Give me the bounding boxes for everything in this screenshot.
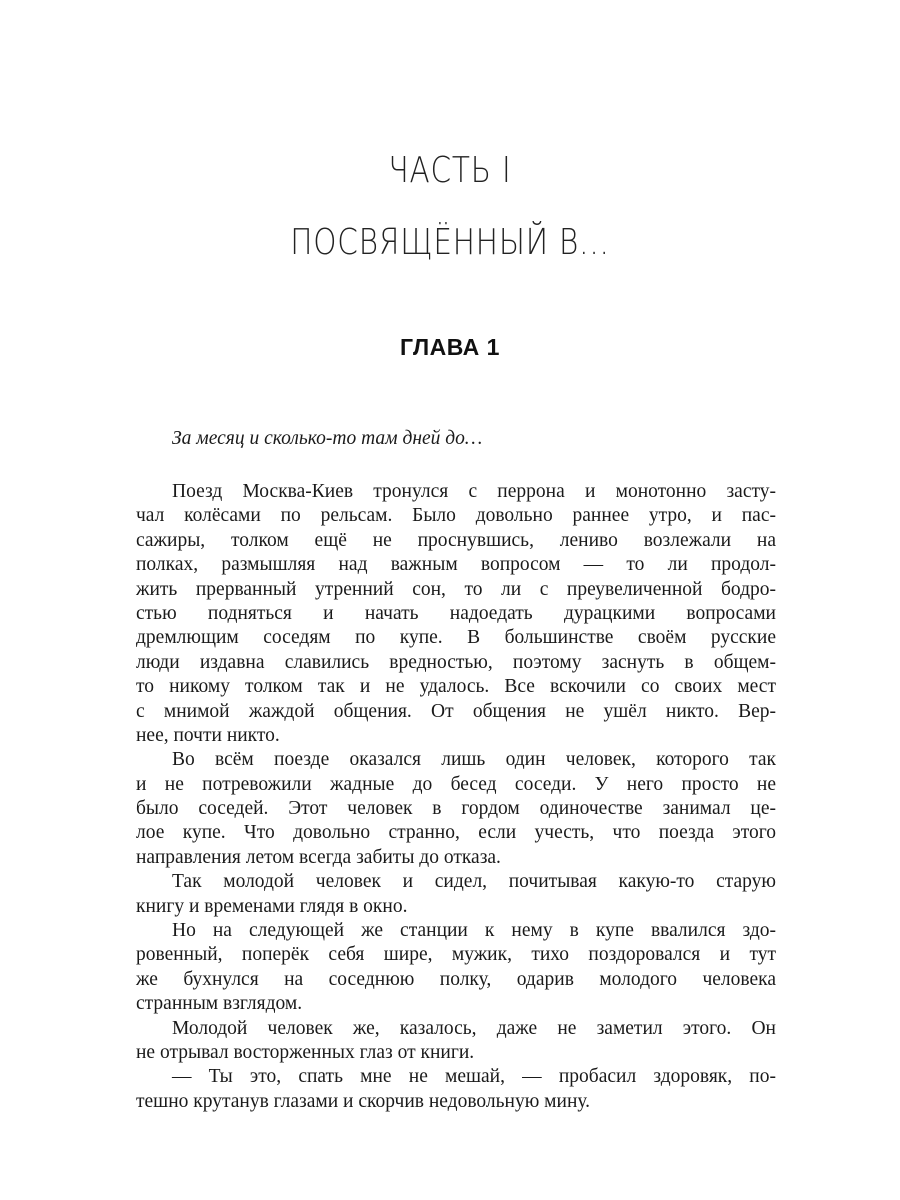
text-line: было соседей. Этот человек в гордом одиночестве занимал це- [136, 798, 776, 820]
text-line: чал колёсами по рельсам. Было довольно раннее утро, и пас- [136, 505, 776, 527]
part-name: ПОСВЯЩЁННЫЙ В... [290, 222, 610, 263]
chapter-title: ГЛАВА 1 [400, 334, 500, 360]
text-line: не отрывал восторженных глаз от книги. [136, 1041, 475, 1063]
text-line: Так молодой человек и сидел, почитывая какую-то старую [172, 871, 776, 893]
text-line: ровенный, поперёк себя шире, мужик, тихо поздоровался и тут [136, 944, 776, 966]
text-line: Но на следующей же станции к нему в купе ввалился здо- [172, 920, 776, 942]
text-line: тешно крутанув глазами и скорчив недовольную мину. [136, 1090, 591, 1112]
text-line: Молодой человек же, казалось, даже не заметил этого. Он [172, 1017, 776, 1039]
part-number: ЧАСТЬ I [388, 150, 512, 191]
text-line: жить прерванный утренний сон, то ли с преувеличенной бодро- [136, 578, 776, 600]
text-line: лое купе. Что довольно странно, если учесть, что поезда этого [136, 822, 776, 844]
text-line: — Ты это, спать мне не мешай, — пробасил здоровяк, по- [172, 1066, 776, 1088]
paragraph [136, 870, 776, 919]
chapter-body [136, 480, 776, 1114]
text-line: полках, размышляя над важным вопросом — то ли продол- [136, 554, 776, 576]
paragraph [136, 748, 776, 870]
text-line: нее, почти никто. [136, 724, 280, 746]
text-line: Во всём поезде оказался лишь один человек, которого так [172, 749, 776, 771]
text-line: стью подняться и начать надоедать дурацкими вопросами [136, 602, 776, 624]
epigraph: За месяц и сколько-то там дней до… [172, 428, 483, 449]
paragraph [136, 919, 776, 1017]
text-line: же бухнулся на соседнюю полку, одарив молодого человека [136, 968, 776, 990]
text-line: люди издавна славились вредностью, поэтому заснуть в общем- [136, 651, 776, 673]
text-line: странным взглядом. [136, 993, 303, 1015]
text-line: сажиры, толком ещё не проснувшись, лениво возлежали на [136, 529, 776, 551]
text-line: направления летом всегда забиты до отказа. [136, 846, 501, 868]
paragraph [136, 480, 776, 748]
paragraph [136, 1017, 776, 1066]
text-line: книгу и временами глядя в окно. [136, 895, 408, 917]
text-line: дремлющим соседям по купе. В большинстве своём русские [136, 627, 776, 649]
text-line: Поезд Москва-Киев тронулся с перрона и монотонно засту- [172, 481, 776, 502]
text-line: то никому толком так и не удалось. Все вскочили со своих мест [136, 676, 776, 698]
text-line: и не потревожили жадные до бесед соседи. У него просто не [136, 773, 776, 795]
text-line: с мнимой жаждой общения. От общения не ушёл никто. Вер- [136, 700, 776, 722]
paragraph [136, 1065, 776, 1114]
